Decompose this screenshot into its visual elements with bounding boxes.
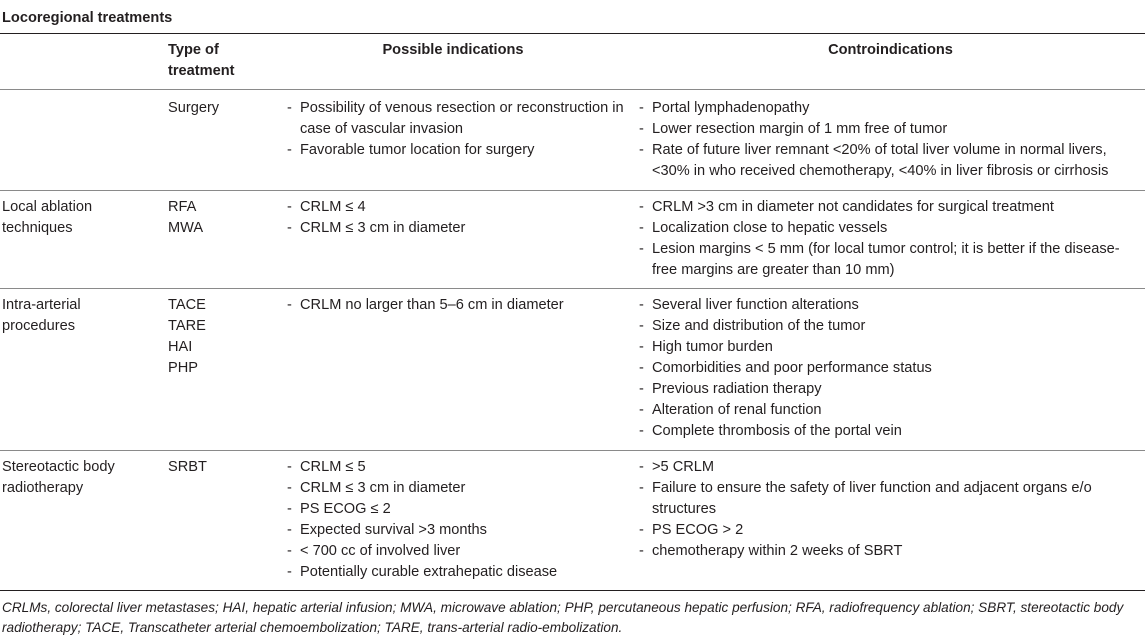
contraindication-item: - Localization close to hepatic vessels bbox=[639, 218, 1144, 239]
indication-item: - < 700 cc of involved liver bbox=[287, 541, 632, 562]
type-label: PHP bbox=[168, 360, 199, 376]
indication-item: - Potentially curable extrahepatic disease bbox=[287, 562, 632, 583]
contraindication-item: - Lesion margins < 5 mm (for local tumor control; it is better if the disease-free margins are greater than 10 mm) bbox=[639, 239, 1144, 281]
contraindication-item: - High tumor burden bbox=[639, 337, 1144, 358]
row-types bbox=[168, 295, 268, 379]
indications-list bbox=[287, 457, 632, 583]
contraindication-item: - PS ECOG > 2 bbox=[639, 520, 1144, 541]
contraindications-list bbox=[639, 295, 1144, 442]
row-category: Local ablation techniques bbox=[2, 199, 93, 236]
contraindication-item: - Lower resection margin of 1 mm free of tumor bbox=[639, 119, 1144, 140]
type-label: MWA bbox=[168, 220, 204, 236]
contraindication-item: - Alteration of renal function bbox=[639, 400, 1144, 421]
header-type: Type of treatment bbox=[168, 42, 235, 79]
table-footnote: CRLMs, colorectal liver metastases; HAI, hepatic arterial infusion; MWA, microwave ablation; PHP, percutaneous hepatic perfusion; RFA, radiofrequency ablation; SBRT, stereotactic body radiotherapy; TACE, Transcatheter arterial chemoembolization; TARE, trans-arterial radio-embolization. bbox=[2, 600, 1124, 635]
contraindication-item: - Complete thrombosis of the portal vein bbox=[639, 421, 1144, 442]
row-category: Stereotactic body radiotherapy bbox=[2, 459, 115, 496]
header-bottom-rule bbox=[0, 89, 1145, 90]
indication-item: - Favorable tumor location for surgery bbox=[287, 140, 632, 161]
indication-item: - CRLM no larger than 5–6 cm in diameter bbox=[287, 295, 632, 316]
indications-list bbox=[287, 197, 632, 239]
contraindication-item: - Failure to ensure the safety of liver function and adjacent organs e/o structures bbox=[639, 478, 1144, 520]
row-types bbox=[168, 197, 268, 239]
contraindication-item: - Rate of future liver remnant <20% of total liver volume in normal livers, <30% in who received chemotherapy, <40% in liver fibrosis or cirrhosis bbox=[639, 140, 1144, 182]
type-label: TARE bbox=[168, 318, 206, 334]
indication-item: - CRLM ≤ 3 cm in diameter bbox=[287, 478, 632, 499]
contraindication-item: - Comorbidities and poor performance status bbox=[639, 358, 1144, 379]
indication-item: - Expected survival >3 months bbox=[287, 520, 632, 541]
type-label: RFA bbox=[168, 199, 197, 215]
header-top-rule bbox=[0, 33, 1145, 34]
contraindication-item: - CRLM >3 cm in diameter not candidates for surgical treatment bbox=[639, 197, 1144, 218]
type-label: Surgery bbox=[168, 100, 220, 116]
header-contraindications: Controindications bbox=[828, 42, 953, 58]
row-divider bbox=[0, 450, 1145, 451]
indication-item: - CRLM ≤ 5 bbox=[287, 457, 632, 478]
header-indications: Possible indications bbox=[382, 42, 524, 58]
row-types bbox=[168, 98, 268, 119]
row-types bbox=[168, 457, 268, 478]
type-label: SRBT bbox=[168, 459, 207, 475]
type-label: TACE bbox=[168, 297, 206, 313]
indication-item: - CRLM ≤ 4 bbox=[287, 197, 632, 218]
indication-item: - PS ECOG ≤ 2 bbox=[287, 499, 632, 520]
contraindication-item: - Previous radiation therapy bbox=[639, 379, 1144, 400]
contraindications-list bbox=[639, 98, 1144, 182]
table-bottom-rule bbox=[0, 590, 1145, 591]
contraindication-item: - >5 CRLM bbox=[639, 457, 1144, 478]
contraindication-item: - Portal lymphadenopathy bbox=[639, 98, 1144, 119]
contraindications-list bbox=[639, 197, 1144, 281]
row-divider bbox=[0, 288, 1145, 289]
table-title: Locoregional treatments bbox=[2, 10, 173, 26]
row-category: Intra-arterial procedures bbox=[2, 297, 81, 334]
indications-list bbox=[287, 98, 632, 161]
type-label: HAI bbox=[168, 339, 193, 355]
indication-item: - Possibility of venous resection or reconstruction in case of vascular invasion bbox=[287, 98, 632, 140]
indications-list bbox=[287, 295, 632, 316]
contraindications-list bbox=[639, 457, 1144, 562]
contraindication-item: - Size and distribution of the tumor bbox=[639, 316, 1144, 337]
contraindication-item: - Several liver function alterations bbox=[639, 295, 1144, 316]
indication-item: - CRLM ≤ 3 cm in diameter bbox=[287, 218, 632, 239]
row-divider bbox=[0, 190, 1145, 191]
contraindication-item: - chemotherapy within 2 weeks of SBRT bbox=[639, 541, 1144, 562]
